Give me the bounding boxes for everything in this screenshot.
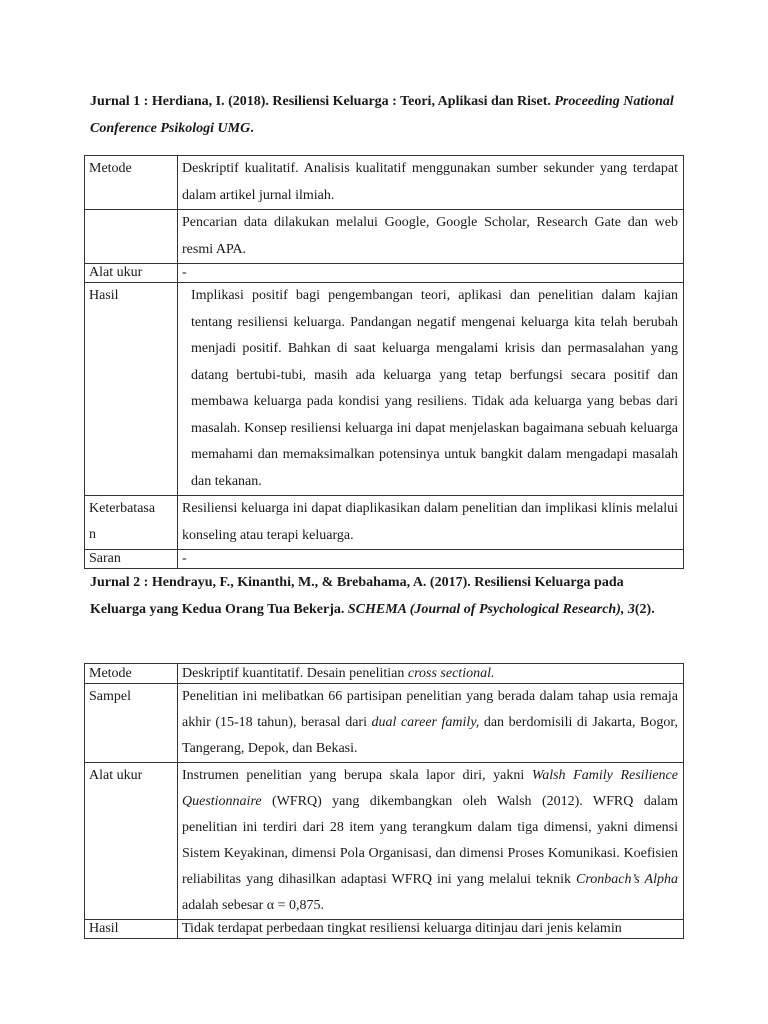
keterbatasan-label-b: n — [89, 527, 96, 542]
journal-2-table — [84, 663, 684, 939]
row-value-alat-ukur: - — [178, 264, 684, 283]
row-label-metode: Metode — [85, 156, 178, 210]
row-value-data-source: Pencarian data dilakukan melalui Google, Google Scholar, Research Gate dan web resmi APA. — [178, 210, 684, 264]
table-row — [85, 684, 684, 763]
sampel-italic: dual career family, — [371, 715, 480, 730]
alat-text-a: Instrumen penelitian yang berupa skala lapor diri, yakni — [182, 768, 532, 783]
table-row — [85, 496, 684, 550]
row-value-metode — [178, 664, 684, 684]
sampel-text-b: dan berdomisili di Jakarta, Bogor, Tangerang, Depok, dan Bekasi. — [182, 715, 678, 756]
row-value-metode: Deskriptif kualitatif. Analisis kualitatif menggunakan sumber sekunder yang terdapat dalam artikel jurnal ilmiah. — [178, 156, 684, 210]
table-row — [85, 763, 684, 920]
row-label-empty — [85, 210, 178, 264]
journal-1-source-b: National Conference Psikologi UMG — [90, 94, 674, 136]
table-row — [85, 550, 684, 569]
table-row — [85, 920, 684, 939]
keterbatasan-label-a: Keterbatasa — [89, 501, 156, 516]
journal-2-heading — [90, 570, 680, 623]
row-value-alat-ukur — [178, 763, 684, 920]
row-label-alat-ukur: Alat ukur — [85, 264, 178, 283]
table-row — [85, 156, 684, 210]
row-value-hasil: Tidak terdapat perbedaan tingkat resiliensi keluarga ditinjau dari jenis kelamin — [178, 920, 684, 939]
table-row — [85, 210, 684, 264]
journal-2-issue: (2). — [634, 601, 655, 617]
metode-text: Deskriptif kuantitatif. Desain penelitian — [182, 666, 408, 681]
row-value-sampel — [178, 684, 684, 763]
journal-1-heading-end: . — [250, 120, 254, 136]
row-label-sampel: Sampel — [85, 684, 178, 763]
sampel-text-a: Penelitian ini melibatkan 66 partisipan penelitian yang berada dalam tahap usia remaja akhir (15-18 tahun), berasal dari — [182, 689, 678, 730]
alat-text-b: (WFRQ) yang dikembangkan oleh Walsh (2012). WFRQ dalam penelitian ini terdiri dari 28 item yang terangkum dalam tiga dimensi, yakni dimensi Sistem Keyakinan, dimensi Pola Organisasi, dan dimensi Proses Komunikasi. Koefisien reliabilitas yang dihasilkan adaptasi WFRQ ini yang melalui teknik — [182, 794, 678, 887]
row-label-keterbatasan — [85, 496, 178, 550]
metode-italic: cross sectional. — [407, 666, 495, 681]
journal-1-source-a: Proceeding — [554, 94, 620, 109]
row-value-hasil: Implikasi positif bagi pengembangan teori, aplikasi dan penelitian dalam kajian tentang resiliensi keluarga. Pandangan negatif mengenai keluarga kita telah berubah menjadi positif. Bahkan di saat keluarga mengalami krisis dan permasalahan yang datang bertubi-tubi, masih ada keluarga yang tetap berfungsi secara positif dan membawa keluarga pada kondisi yang resiliens. Tidak ada keluarga yang bebas dari masalah. Konsep resiliensi keluarga ini dapat menjelaskan bagaimana sebuah keluarga memahami dan memaksimalkan potensinya untuk bangkit dalam mengadapi masalah dan tekanan. — [178, 283, 684, 496]
table-row — [85, 283, 684, 496]
row-label-hasil: Hasil — [85, 920, 178, 939]
row-label-hasil: Hasil — [85, 283, 178, 496]
row-label-metode: Metode — [85, 664, 178, 684]
row-label-saran: Saran — [85, 550, 178, 569]
journal-1-heading — [90, 89, 680, 142]
row-value-saran: - — [178, 550, 684, 569]
table-row — [85, 264, 684, 283]
row-value-keterbatasan: Resiliensi keluarga ini dapat diaplikasikan dalam penelitian dan implikasi klinis melalui konseling atau terapi keluarga. — [178, 496, 684, 550]
journal-1-table — [84, 155, 684, 569]
journal-1-citation: Jurnal 1 : Herdiana, I. (2018). Resiliensi Keluarga : Teori, Aplikasi dan Riset. — [90, 94, 555, 109]
row-label-alat-ukur: Alat ukur — [85, 763, 178, 920]
alat-italic-2: Cronbach’s Alpha — [576, 872, 678, 887]
alat-italic-1: Walsh Family Resilience Questionnaire — [182, 768, 678, 809]
alat-text-c: adalah sebesar α = 0,875. — [182, 898, 324, 913]
table-row — [85, 664, 684, 684]
journal-2-volume: 3 — [627, 601, 635, 617]
journal-2-source: SCHEMA (Journal of Psychological Research), — [347, 601, 625, 617]
journal-2-citation: Jurnal 2 : Hendrayu, F., Kinanthi, M., & Brebahama, A. (2017). Resiliensi Keluarga pada Keluarga yang Kedua Orang Tua Bekerja. — [90, 575, 624, 617]
